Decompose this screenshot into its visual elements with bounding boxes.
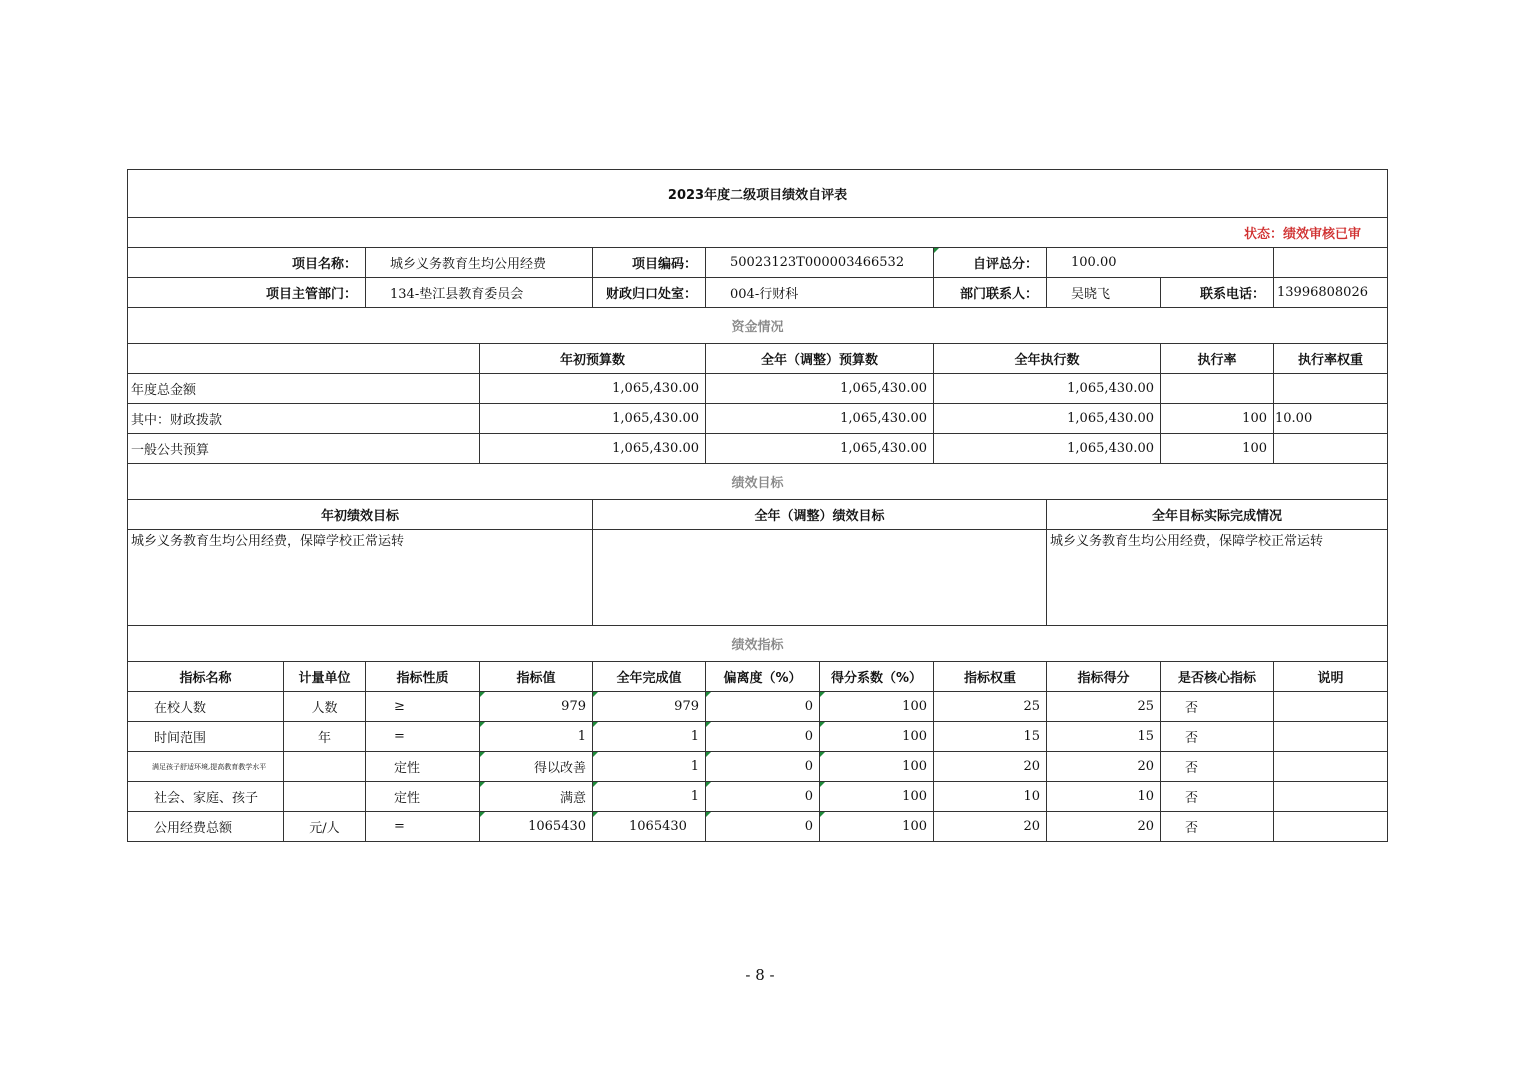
indicator-unit: 人数: [284, 692, 366, 722]
finance-value: 004-行财科: [706, 278, 934, 308]
indicator-actual: 979: [593, 692, 706, 722]
funds-row: [128, 374, 1388, 404]
funds-row: [128, 434, 1388, 464]
funds-row-label: 一般公共预算: [128, 434, 480, 464]
indicator-core: 否: [1161, 722, 1274, 752]
indicator-unit: 年: [284, 722, 366, 752]
funds-header-cell: 全年执行数: [934, 344, 1161, 374]
indicator-header-cell: 说明: [1274, 662, 1388, 692]
indicator-value: 满意: [480, 782, 593, 812]
status-badge: 状态：绩效审核已审: [128, 218, 1388, 248]
indicator-deviation: 0: [706, 782, 820, 812]
performance-table: [127, 169, 1388, 842]
indicator-type: =: [366, 722, 480, 752]
indicator-header-cell: 全年完成值: [593, 662, 706, 692]
funds-cell: [1161, 374, 1274, 404]
indicator-score: 20: [1047, 812, 1161, 842]
indicator-deviation: 0: [706, 752, 820, 782]
page-number: - 8 -: [745, 966, 775, 984]
info-row-2: [128, 278, 1388, 308]
finance-label: 财政归口处室：: [593, 278, 706, 308]
indicator-name: 社会、家庭、孩子: [128, 782, 284, 812]
indicator-weight: 25: [934, 692, 1047, 722]
funds-header-row: [128, 344, 1388, 374]
actual-goal: 城乡义务教育生均公用经费，保障学校正常运转: [1047, 530, 1388, 626]
indicator-row: [128, 752, 1388, 782]
indicator-note: [1274, 722, 1388, 752]
indicators-section-title: 绩效指标: [128, 626, 1388, 662]
indicator-deviation: 0: [706, 692, 820, 722]
indicator-actual: 1: [593, 782, 706, 812]
initial-goal: 城乡义务教育生均公用经费，保障学校正常运转: [128, 530, 593, 626]
indicator-type: 定性: [366, 752, 480, 782]
funds-row: [128, 404, 1388, 434]
indicator-unit: 元/人: [284, 812, 366, 842]
indicator-score: 20: [1047, 752, 1161, 782]
funds-cell: 1,065,430.00: [934, 374, 1161, 404]
indicator-score: 25: [1047, 692, 1161, 722]
indicator-type: ≥: [366, 692, 480, 722]
funds-header-cell: 年初预算数: [480, 344, 706, 374]
indicator-unit: [284, 752, 366, 782]
indicator-header-cell: 指标得分: [1047, 662, 1161, 692]
indicator-header-cell: 指标权重: [934, 662, 1047, 692]
goals-header-row: [128, 500, 1388, 530]
phone-label: 联系电话：: [1161, 278, 1274, 308]
indicator-note: [1274, 692, 1388, 722]
project-code-label: 项目编码：: [593, 248, 706, 278]
goals-header-cell: 全年（调整）绩效目标: [593, 500, 1047, 530]
funds-row-label: 其中：财政拨款: [128, 404, 480, 434]
funds-cell: 1,065,430.00: [480, 434, 706, 464]
indicator-header-cell: 指标性质: [366, 662, 480, 692]
empty-cell: [1274, 248, 1388, 278]
indicator-coefficient: 100: [820, 692, 934, 722]
funds-cell: 1,065,430.00: [706, 434, 934, 464]
indicator-row: [128, 812, 1388, 842]
funds-header-cell: 执行率: [1161, 344, 1274, 374]
indicator-unit: [284, 782, 366, 812]
funds-cell: 1,065,430.00: [480, 374, 706, 404]
project-code-value: 50023123T000003466532: [706, 248, 934, 278]
funds-cell: 1,065,430.00: [706, 374, 934, 404]
indicator-weight: 20: [934, 812, 1047, 842]
indicator-header-cell: 是否核心指标: [1161, 662, 1274, 692]
indicator-header-cell: 指标值: [480, 662, 593, 692]
funds-cell: 1,065,430.00: [934, 404, 1161, 434]
indicator-note: [1274, 782, 1388, 812]
indicator-actual: 1: [593, 752, 706, 782]
indicator-header-cell: 指标名称: [128, 662, 284, 692]
contact-label: 部门联系人：: [934, 278, 1047, 308]
info-row-1: [128, 248, 1388, 278]
indicator-coefficient: 100: [820, 752, 934, 782]
funds-cell: [1274, 374, 1388, 404]
funds-row-label: 年度总金额: [128, 374, 480, 404]
goals-header-cell: 全年目标实际完成情况: [1047, 500, 1388, 530]
indicator-core: 否: [1161, 782, 1274, 812]
indicator-value: 1065430: [480, 812, 593, 842]
goals-header-cell: 年初绩效目标: [128, 500, 593, 530]
dept-label: 项目主管部门：: [128, 278, 366, 308]
funds-header-cell: [128, 344, 480, 374]
indicator-deviation: 0: [706, 722, 820, 752]
funds-cell: 1,065,430.00: [480, 404, 706, 434]
indicator-row: [128, 722, 1388, 752]
indicator-name: 在校人数: [128, 692, 284, 722]
indicator-core: 否: [1161, 692, 1274, 722]
funds-cell: [1274, 434, 1388, 464]
funds-header-cell: 全年（调整）预算数: [706, 344, 934, 374]
funds-header-cell: 执行率权重: [1274, 344, 1388, 374]
indicator-value: 1: [480, 722, 593, 752]
indicator-deviation: 0: [706, 812, 820, 842]
score-label: 自评总分：: [934, 248, 1047, 278]
funds-cell: 100: [1161, 434, 1274, 464]
indicator-weight: 20: [934, 752, 1047, 782]
indicator-core: 否: [1161, 812, 1274, 842]
indicator-header-cell: 偏离度（%）: [706, 662, 820, 692]
page-title: 2023年度二级项目绩效自评表: [128, 170, 1388, 218]
indicator-value: 得以改善: [480, 752, 593, 782]
funds-cell: 1,065,430.00: [934, 434, 1161, 464]
indicator-row: [128, 782, 1388, 812]
indicator-weight: 10: [934, 782, 1047, 812]
indicator-name: 公用经费总额: [128, 812, 284, 842]
indicator-core: 否: [1161, 752, 1274, 782]
indicator-name: 满足孩子舒适环境,提高教育教学水平: [128, 752, 284, 782]
funds-cell: 1,065,430.00: [706, 404, 934, 434]
indicator-type: =: [366, 812, 480, 842]
indicator-note: [1274, 752, 1388, 782]
indicator-score: 10: [1047, 782, 1161, 812]
indicator-value: 979: [480, 692, 593, 722]
project-name-value: 城乡义务教育生均公用经费: [366, 248, 593, 278]
indicator-actual: 1065430: [593, 812, 706, 842]
indicator-type: 定性: [366, 782, 480, 812]
funds-cell: 10.00: [1274, 404, 1388, 434]
adjusted-goal: [593, 530, 1047, 626]
phone-value: 13996808026: [1274, 278, 1388, 308]
project-name-label: 项目名称：: [128, 248, 366, 278]
score-value: 100.00: [1047, 248, 1274, 278]
goals-section-title: 绩效目标: [128, 464, 1388, 500]
dept-value: 134-垫江县教育委员会: [366, 278, 593, 308]
indicator-coefficient: 100: [820, 722, 934, 752]
indicator-actual: 1: [593, 722, 706, 752]
indicator-note: [1274, 812, 1388, 842]
indicator-weight: 15: [934, 722, 1047, 752]
indicator-header-cell: 得分系数（%）: [820, 662, 934, 692]
indicator-row: [128, 692, 1388, 722]
indicator-score: 15: [1047, 722, 1161, 752]
contact-value: 吴晓飞: [1047, 278, 1161, 308]
goals-row: [128, 530, 1388, 626]
indicator-name: 时间范围: [128, 722, 284, 752]
indicator-coefficient: 100: [820, 812, 934, 842]
indicators-header-row: [128, 662, 1388, 692]
funds-cell: 100: [1161, 404, 1274, 434]
indicator-coefficient: 100: [820, 782, 934, 812]
indicator-header-cell: 计量单位: [284, 662, 366, 692]
funds-section-title: 资金情况: [128, 308, 1388, 344]
